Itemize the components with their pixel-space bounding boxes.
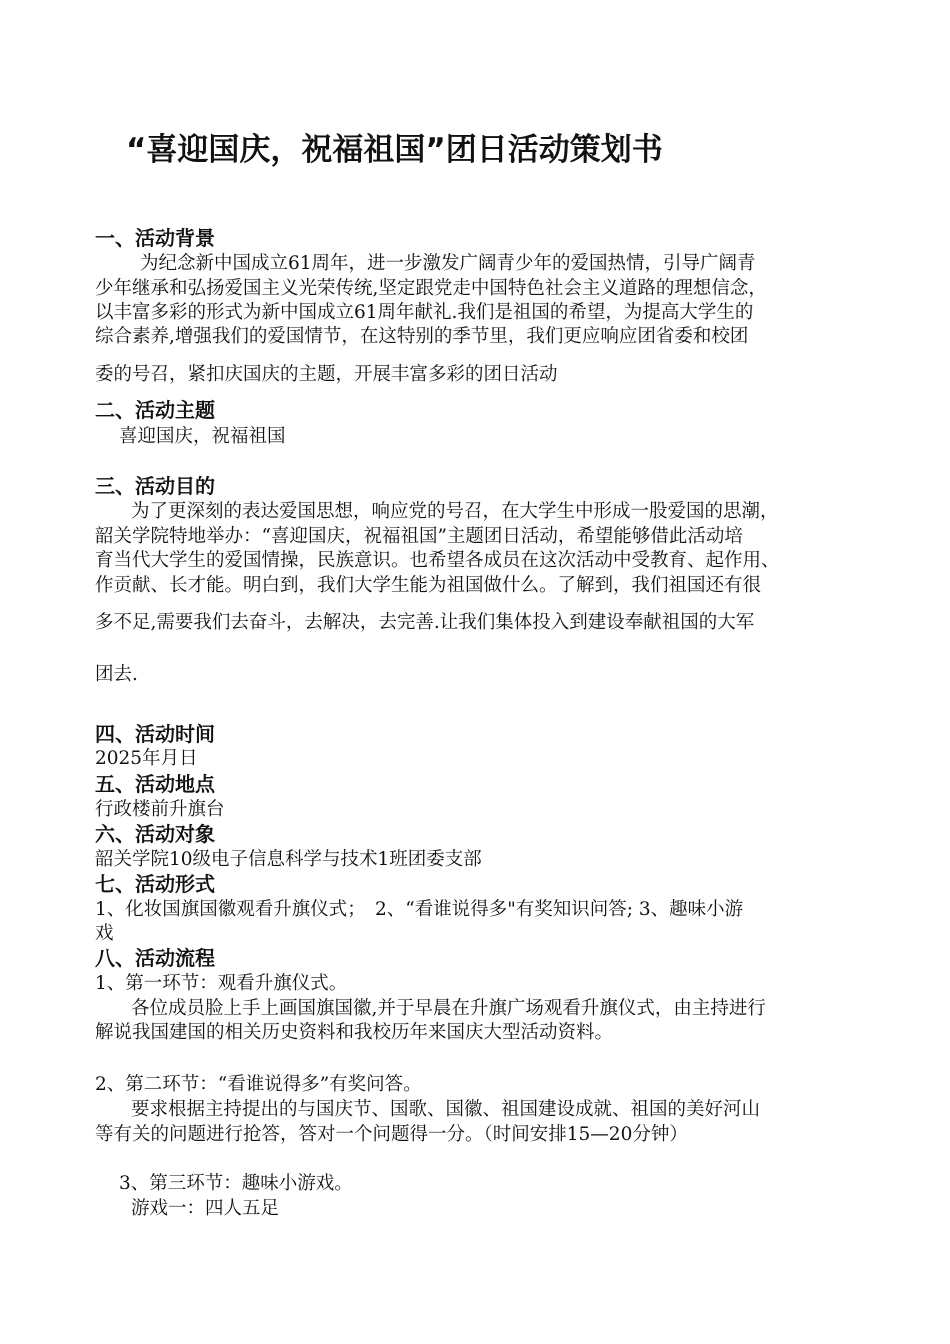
paragraph-line: 等有关的问题进行抢答，答对一个问题得一分。（时间安排15—20分钟） (95, 1124, 688, 1145)
step1-title: 1、第一环节：观看升旗仪式。 (95, 973, 348, 994)
format-line: 戏 (95, 923, 114, 944)
theme-text: 喜迎国庆，祝福祖国 (119, 426, 286, 447)
step2-title: 2、第二环节：“看谁说得多”有奖问答。 (95, 1074, 422, 1095)
paragraph-line: 为了更深刻的表达爱国思想，响应党的号召，在大学生中形成一股爱国的思潮， (131, 501, 779, 522)
heading-location: 五、活动地点 (95, 772, 215, 796)
paragraph-line: 团去. (95, 664, 138, 685)
heading-process: 八、活动流程 (95, 946, 215, 970)
paragraph-line: 多不足,需要我们去奋斗，去解决，去完善.让我们集体投入到建设奉献祖国的大军 (95, 612, 755, 633)
paragraph-line: 育当代大学生的爱国情操，民族意识。也希望各成员在这次活动中受教育、起作用、 (95, 550, 780, 571)
paragraph-line: 综合素养,增强我们的爱国情节，在这特别的季节里，我们更应响应团省委和校团 (95, 326, 749, 347)
heading-time: 四、活动时间 (95, 722, 215, 746)
heading-background: 一、活动背景 (95, 226, 215, 250)
heading-audience: 六、活动对象 (95, 822, 215, 846)
paragraph-line: 解说我国建国的相关历史资料和我校历年来国庆大型活动资料。 (95, 1022, 614, 1043)
paragraph-line: 少年继承和弘扬爱国主义光荣传统,坚定跟党走中国特色社会主义道路的理想信念， (95, 278, 767, 299)
format-line: 1、化妆国旗国徽观看升旗仪式； 2、“看谁说得多"有奖知识问答; 3、趣味小游 (95, 899, 744, 920)
heading-theme: 二、活动主题 (95, 398, 215, 422)
paragraph-line: 各位成员脸上手上画国旗国徽,并于早晨在升旗广场观看升旗仪式，由主持进行 (131, 998, 766, 1019)
game1-text: 游戏一：四人五足 (131, 1198, 280, 1219)
step3-title: 3、第三环节：趣味小游戏。 (119, 1173, 353, 1194)
document-title: “喜迎国庆，祝福祖国”团日活动策划书 (126, 132, 663, 168)
paragraph-line: 作贡献、长才能。明白到，我们大学生能为祖国做什么。了解到，我们祖国还有很 (95, 575, 762, 596)
paragraph-line: 韶关学院特地举办：“喜迎国庆，祝福祖国”主题团日活动，希望能够借此活动培 (95, 526, 743, 547)
heading-format: 七、活动形式 (95, 872, 215, 896)
audience-text: 韶关学院10级电子信息科学与技术1班团委支部 (95, 849, 482, 870)
location-text: 行政楼前升旗台 (95, 799, 225, 820)
time-text: 2025年月日 (95, 748, 198, 769)
paragraph-line: 为纪念新中国成立61周年，进一步激发广阔青少年的爱国热情，引导广阔青 (140, 253, 756, 274)
heading-purpose: 三、活动目的 (95, 474, 215, 498)
paragraph-line: 委的号召，紧扣庆国庆的主题，开展丰富多彩的团日活动 (95, 364, 558, 385)
paragraph-line: 要求根据主持提出的与国庆节、国歌、国徽、祖国建设成就、祖国的美好河山 (131, 1099, 761, 1120)
paragraph-line: 以丰富多彩的形式为新中国成立61周年献礼.我们是祖国的希望，为提高大学生的 (95, 302, 754, 323)
